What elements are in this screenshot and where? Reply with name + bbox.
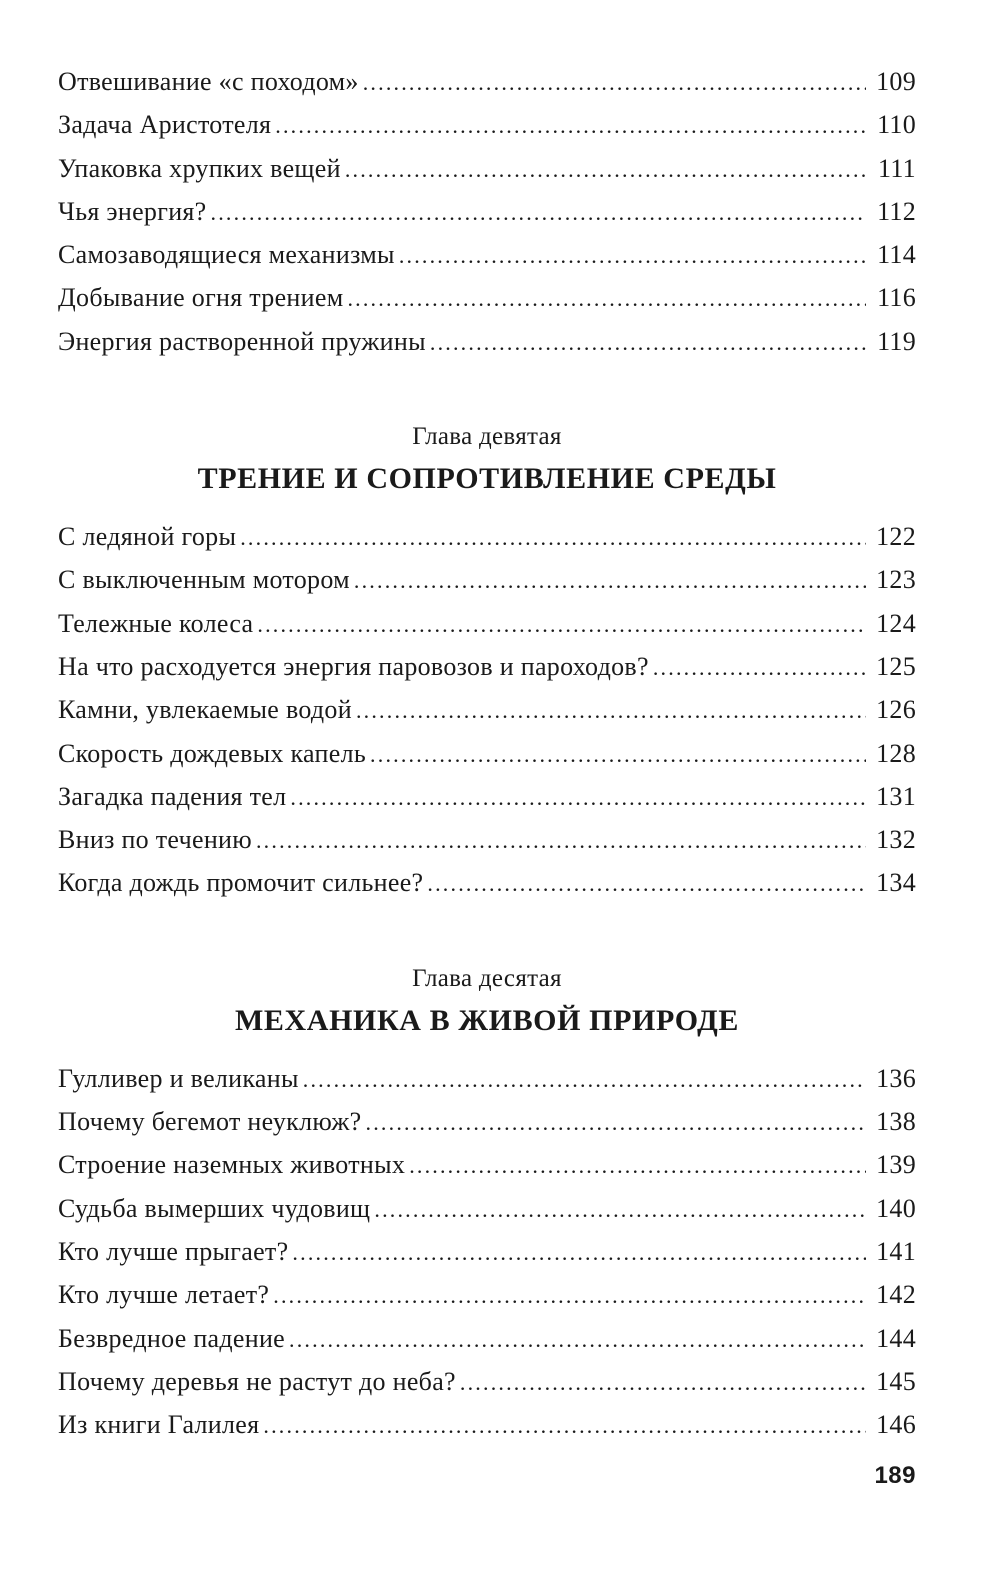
toc-entry-page: 125	[876, 651, 916, 681]
toc-entry-page: 139	[876, 1150, 916, 1180]
toc-entry-title: Задача Аристотеля	[58, 110, 272, 140]
toc-leader-dots	[409, 1144, 866, 1187]
toc-entry-title: С выключенным мотором	[58, 565, 350, 595]
toc-entry[interactable]	[58, 515, 916, 558]
toc-entry-page: 126	[876, 695, 916, 725]
toc-entry-title: Чья энергия?	[58, 196, 207, 226]
toc-entry-title: Тележные колеса	[58, 608, 254, 638]
toc-entry-title: Почему деревья не растут до неба?	[58, 1366, 456, 1396]
toc-entry-page: 134	[876, 868, 916, 898]
toc-entry-title: Загадка падения тел	[58, 781, 287, 811]
chapter-label: Глава девятая	[412, 423, 562, 451]
toc-leader-dots	[370, 733, 866, 776]
toc-leader-dots	[399, 234, 866, 277]
toc-entry-title: С ледяной горы	[58, 522, 237, 552]
toc-entry-page: 138	[876, 1107, 916, 1137]
toc-entry[interactable]	[58, 1100, 916, 1143]
toc-entry-page: 132	[876, 825, 916, 855]
toc-entry-title: Кто лучше летает?	[58, 1280, 270, 1310]
toc-leader-dots	[347, 277, 866, 320]
toc-leader-dots	[256, 819, 866, 862]
chapter-title: ТРЕНИЕ И СОПРОТИВЛЕНИЕ СРЕДЫ	[197, 462, 777, 496]
toc-entry[interactable]	[58, 233, 916, 276]
toc-leader-dots	[303, 1058, 866, 1101]
toc-entry[interactable]	[58, 60, 916, 103]
toc-leader-dots	[653, 646, 866, 689]
toc-entry-page: 128	[876, 738, 916, 768]
toc-entry-title: Вниз по течению	[58, 825, 252, 855]
toc-leader-dots	[292, 1231, 866, 1274]
chapter-heading-9	[58, 421, 916, 501]
toc-entry[interactable]	[58, 558, 916, 601]
toc-entry-page: 136	[876, 1063, 916, 1093]
toc-entry-page: 145	[876, 1366, 916, 1396]
toc-entry-page: 119	[877, 326, 916, 356]
page-number: 189	[874, 1462, 916, 1489]
toc-entry[interactable]	[58, 1317, 916, 1360]
toc-page	[58, 60, 916, 1446]
toc-entry[interactable]	[58, 1057, 916, 1100]
toc-entry-title: Камни, увлекаемые водой	[58, 695, 352, 725]
toc-entry[interactable]	[58, 1403, 916, 1446]
toc-entry[interactable]	[58, 103, 916, 146]
toc-leader-dots	[289, 1318, 866, 1361]
toc-list-continued	[58, 60, 916, 363]
toc-leader-dots	[374, 1188, 866, 1231]
toc-entry-title: Судьба вымерших чудовищ	[58, 1193, 371, 1223]
toc-entry-title: Строение наземных животных	[58, 1150, 406, 1180]
toc-entry-title: Добывание огня трением	[58, 283, 344, 313]
toc-list-chapter-9	[58, 515, 916, 905]
toc-entry-page: 114	[877, 240, 916, 270]
toc-leader-dots	[460, 1361, 866, 1404]
toc-entry[interactable]	[58, 190, 916, 233]
toc-entry-page: 146	[876, 1410, 916, 1440]
toc-entry-title: Самозаводящиеся механизмы	[58, 240, 395, 270]
toc-leader-dots	[273, 1274, 866, 1317]
toc-entry-title: Упаковка хрупких вещей	[58, 153, 341, 183]
toc-entry[interactable]	[58, 645, 916, 688]
toc-entry[interactable]	[58, 818, 916, 861]
chapter-heading-10	[58, 963, 916, 1043]
toc-entry-page: 123	[876, 565, 916, 595]
toc-entry-page: 124	[876, 608, 916, 638]
toc-entry-page: 122	[876, 522, 916, 552]
toc-entry-page: 111	[878, 153, 916, 183]
toc-leader-dots	[427, 862, 866, 905]
toc-entry[interactable]	[58, 1230, 916, 1273]
toc-leader-dots	[257, 603, 866, 646]
toc-entry[interactable]	[58, 688, 916, 731]
toc-entry-title: Безвредное падение	[58, 1323, 286, 1353]
toc-entry-page: 140	[876, 1193, 916, 1223]
toc-entry-title: Гулливер и великаны	[58, 1063, 299, 1093]
toc-entry[interactable]	[58, 1273, 916, 1316]
toc-leader-dots	[354, 559, 866, 602]
toc-leader-dots	[211, 191, 866, 234]
toc-entry-title: Скорость дождевых капель	[58, 738, 367, 768]
toc-entry[interactable]	[58, 147, 916, 190]
toc-entry[interactable]	[58, 732, 916, 775]
toc-entry-page: 112	[877, 196, 916, 226]
toc-entry[interactable]	[58, 861, 916, 904]
toc-leader-dots	[363, 61, 866, 104]
toc-entry[interactable]	[58, 276, 916, 319]
toc-entry[interactable]	[58, 775, 916, 818]
toc-leader-dots	[275, 104, 866, 147]
toc-entry-title: Почему бегемот неуклюж?	[58, 1107, 362, 1137]
toc-entry-page: 131	[876, 781, 916, 811]
chapter-title: МЕХАНИКА В ЖИВОЙ ПРИРОДЕ	[235, 1003, 739, 1037]
toc-leader-dots	[430, 321, 866, 364]
toc-leader-dots	[356, 689, 866, 732]
toc-leader-dots	[345, 148, 866, 191]
toc-leader-dots	[366, 1101, 866, 1144]
toc-entry-page: 144	[876, 1323, 916, 1353]
toc-entry-title: На что расходуется энергия паровозов и пароходов?	[58, 651, 649, 681]
toc-leader-dots	[240, 516, 866, 559]
toc-entry[interactable]	[58, 320, 916, 363]
toc-leader-dots	[263, 1404, 866, 1447]
toc-entry-title: Отвешивание «с походом»	[58, 67, 359, 96]
toc-entry-page: 141	[876, 1236, 916, 1266]
toc-entry-title: Когда дождь промочит сильнее?	[58, 868, 424, 898]
toc-entry[interactable]	[58, 602, 916, 645]
chapter-label: Глава десятая	[412, 964, 562, 992]
toc-entry[interactable]	[58, 1187, 916, 1230]
toc-entry-page: 109	[876, 67, 916, 96]
toc-entry-page: 142	[876, 1280, 916, 1310]
toc-entry-title: Энергия растворенной пружины	[58, 326, 426, 356]
toc-list-chapter-10	[58, 1057, 916, 1447]
toc-entry-page: 116	[877, 283, 916, 313]
toc-entry-title: Кто лучше прыгает?	[58, 1236, 289, 1266]
toc-entry[interactable]	[58, 1360, 916, 1403]
toc-leader-dots	[290, 776, 866, 819]
toc-entry-page: 110	[877, 110, 916, 140]
toc-entry-title: Из книги Галилея	[58, 1410, 260, 1440]
toc-entry[interactable]	[58, 1143, 916, 1186]
